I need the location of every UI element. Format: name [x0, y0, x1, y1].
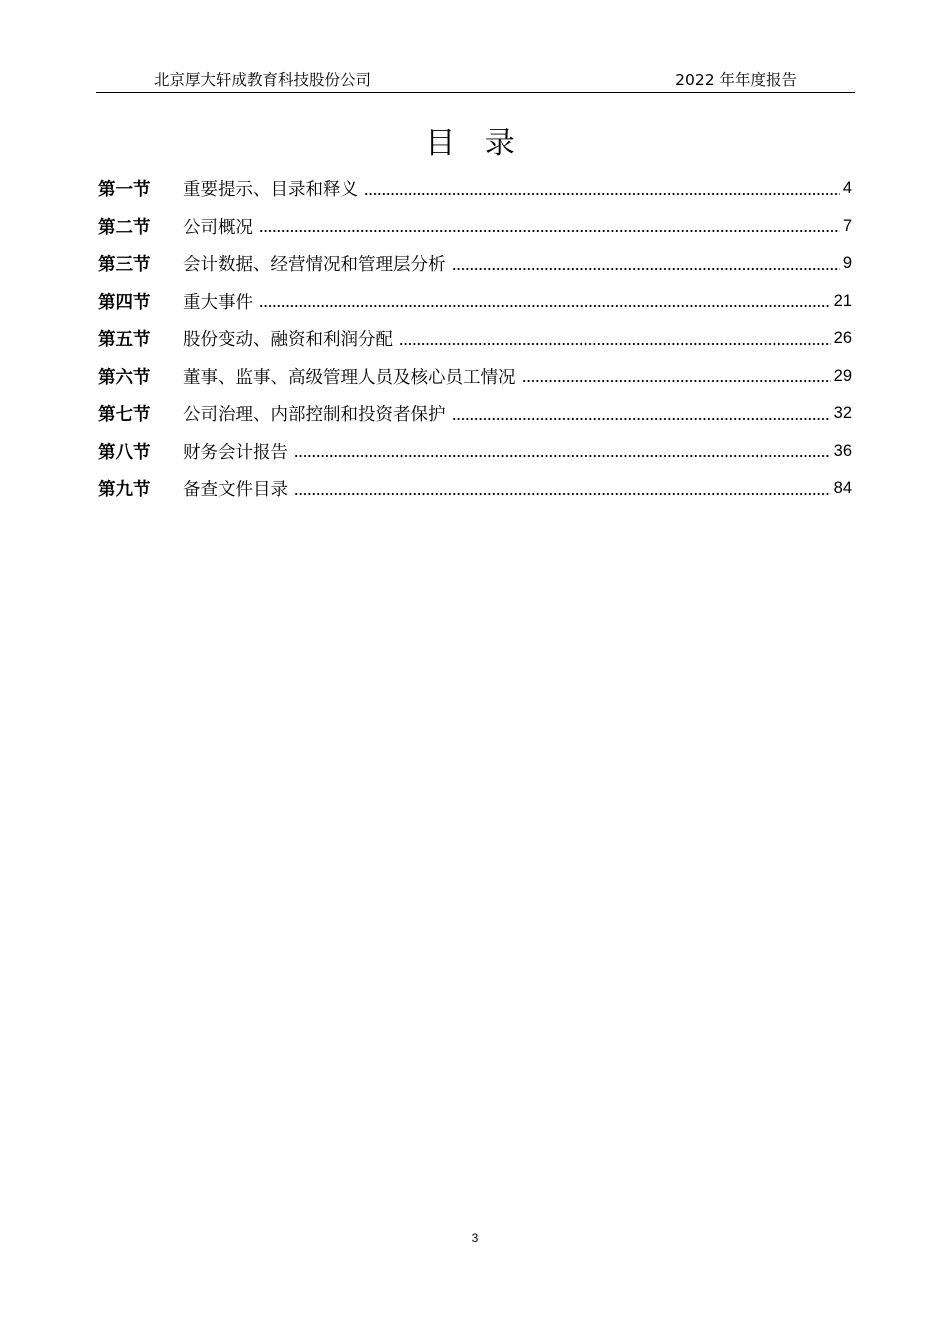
toc-dot-leader [294, 453, 831, 459]
page-title: 目 录 [425, 126, 525, 161]
toc-page-number: 4 [842, 179, 852, 198]
toc-entry-title: 财务会计报告 [183, 442, 288, 463]
toc-section-label: 第五节 [98, 330, 151, 351]
toc-entry[interactable] [98, 433, 852, 471]
toc-page-number: 32 [833, 404, 852, 423]
toc-entry[interactable] [98, 208, 852, 246]
toc-page-number: 29 [833, 366, 852, 385]
toc-page-number: 36 [833, 441, 852, 460]
toc-entry-title: 公司治理、内部控制和投资者保护 [183, 405, 446, 426]
toc-entry[interactable] [98, 245, 852, 283]
toc-dot-leader [452, 416, 831, 422]
toc-section-label: 第四节 [98, 292, 151, 313]
toc-section-label: 第二节 [98, 217, 151, 238]
toc-entry-title: 重要提示、目录和释义 [183, 180, 358, 201]
toc-section-label: 第六节 [98, 367, 151, 388]
toc-dot-leader [364, 191, 840, 197]
toc-section-label: 第一节 [98, 180, 151, 201]
toc-entry[interactable] [98, 320, 852, 358]
toc-entry[interactable] [98, 170, 852, 208]
toc-entry[interactable] [98, 395, 852, 433]
toc-entry[interactable] [98, 358, 852, 396]
toc-entry-title: 会计数据、经营情况和管理层分析 [183, 255, 446, 276]
toc-dot-leader [259, 228, 840, 234]
table-of-contents [98, 170, 852, 508]
toc-page-number: 26 [833, 329, 852, 348]
toc-dot-leader [399, 341, 831, 347]
toc-dot-leader [452, 266, 840, 272]
toc-page-number: 21 [833, 291, 852, 310]
footer-page-number: 3 [471, 1231, 479, 1245]
toc-page-number: 84 [833, 479, 852, 498]
toc-section-label: 第三节 [98, 255, 151, 276]
toc-entry[interactable] [98, 283, 852, 321]
toc-entry-title: 股份变动、融资和利润分配 [183, 330, 393, 351]
toc-entry-title: 备查文件目录 [183, 480, 288, 501]
page-header [96, 66, 855, 93]
toc-entry-title: 董事、监事、高级管理人员及核心员工情况 [183, 367, 516, 388]
toc-entry-title: 公司概况 [183, 217, 253, 238]
toc-section-label: 第九节 [98, 480, 151, 501]
toc-dot-leader [294, 491, 831, 497]
header-company-name: 北京厚大轩成教育科技股份公司 [154, 71, 372, 89]
toc-dot-leader [522, 378, 831, 384]
toc-page-number: 7 [842, 216, 852, 235]
toc-dot-leader [259, 303, 831, 309]
toc-section-label: 第七节 [98, 405, 151, 426]
toc-entry-title: 重大事件 [183, 292, 253, 313]
toc-page-number: 9 [842, 254, 852, 273]
toc-section-label: 第八节 [98, 442, 151, 463]
header-report-title: 2022 年年度报告 [675, 71, 797, 89]
toc-entry[interactable] [98, 470, 852, 508]
